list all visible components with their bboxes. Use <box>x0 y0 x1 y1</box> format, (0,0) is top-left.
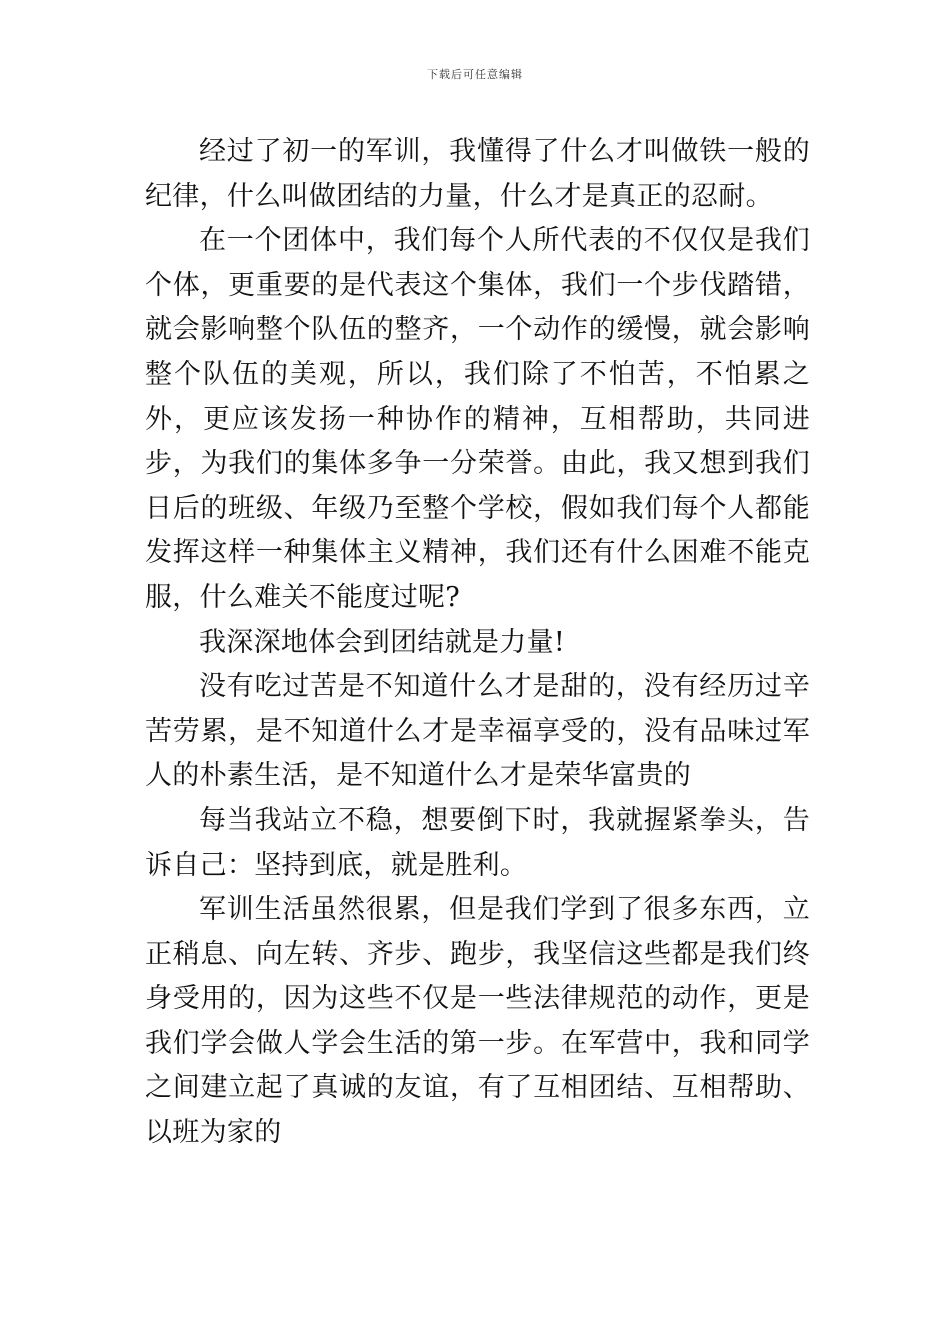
paragraph: 经过了初一的军训，我懂得了什么才叫做铁一般的纪律，什么叫做团结的力量，什么才是真正的忍耐。 <box>145 136 810 212</box>
document-body <box>145 130 810 1156</box>
paragraph: 军训生活虽然很累，但是我们学到了很多东西，立正稍息、向左转、齐步、跑步，我坚信这些都是我们终身受用的，因为这些不仅是一些法律规范的动作，更是我们学会做人学会生活的第一步。在军营中，我和同学之间建立起了真诚的友谊，有了互相团结、互相帮助、以班为家的 <box>145 894 810 1149</box>
paragraph: 我深深地体会到团结就是力量! <box>199 626 566 658</box>
paragraph: 每当我站立不稳，想要倒下时，我就握紧拳头，告诉自己：坚持到底，就是胜利。 <box>145 804 810 881</box>
header-note: 下载后可任意编辑 <box>427 68 523 81</box>
paragraph: 在一个团体中，我们每个人所代表的不仅仅是我们个体，更重要的是代表这个集体，我们一个步伐踏错，就会影响整个队伍的整齐，一个动作的缓慢，就会影响整个队伍的美观，所以，我们除了不怕苦，不怕累之外，更应该发扬一种协作的精神，互相帮助，共同进步，为我们的集体多争一分荣誉。由此，我又想到我们日后的班级、年级乃至整个学校，假如我们每个人都能发挥这样一种集体主义精神，我们还有什么困难不能克服，什么难关不能度过呢? <box>145 225 810 613</box>
paragraph: 没有吃过苦是不知道什么才是甜的，没有经历过辛苦劳累，是不知道什么才是幸福享受的，没有品味过军人的朴素生活，是不知道什么才是荣华富贵的 <box>145 671 810 792</box>
